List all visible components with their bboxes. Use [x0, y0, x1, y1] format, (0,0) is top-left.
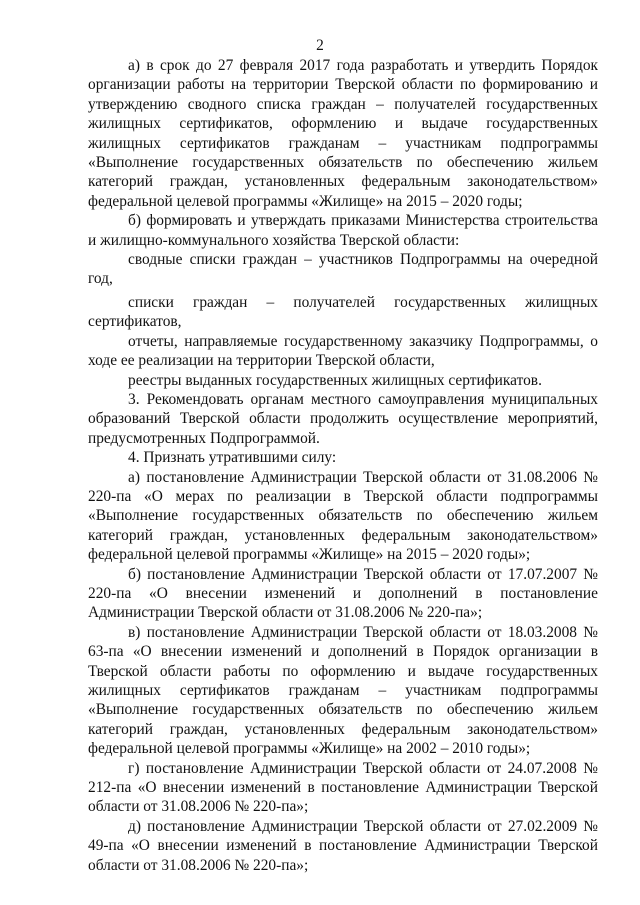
paragraph-4b: б) постановление Администрации Тверской области от 17.07.2007 № 220-па «О внесении изменений и дополнений в постановление Администрации Тверской области от 31.08.2006 № 220-па»;	[88, 565, 598, 622]
paragraph-4a: а) постановление Администрации Тверской области от 31.08.2006 № 220-па «О мерах по реализации в Тверской области подпрограммы «Выполнение государственных обязательств по обеспечению жильем категорий граждан, установленных федеральным законодательством» федеральной целевой программы «Жилище» на 2015 – 2020 годы»;	[88, 468, 598, 564]
paragraph-3a: а) в срок до 27 февраля 2017 года разработать и утвердить Порядок организации работы на территории Тверской области по формированию и утверждению сводного списка граждан – получателей государственных жилищных сертификатов, оформлению и выдаче государственных жилищных сертификатов гражданам – участникам подпрограммы «Выполнение государственных обязательств по обеспечению жильем категорий граждан, установленных федеральным законодательством» федеральной целевой программы «Жилище» на 2015 – 2020 годы;	[88, 57, 598, 210]
paragraph-registries: реестры выданных государственных жилищных сертификатов.	[128, 371, 542, 389]
paragraph-4g: г) постановление Администрации Тверской области от 24.07.2008 № 212-па «О внесении изменений в постановление Администрации Тверской области от 31.08.2006 № 220-па»;	[88, 759, 598, 816]
page-number: 2	[316, 37, 324, 54]
document-body	[88, 56, 598, 875]
paragraph-lists: сводные списки граждан – участников Подпрограммы на очередной год,	[88, 251, 598, 288]
paragraph-4v: в) постановление Администрации Тверской области от 18.03.2008 № 63-па «О внесении изменений и дополнений в Порядок организации в Тверской области работы по оформлению и выдаче государственных жилищных сертификатов гражданам – участникам подпрограммы «Выполнение государственных обязательств по обеспечению жильем категорий граждан, установленных федеральным законодательством» федеральной целевой программы «Жилище» на 2002 – 2010 годы»;	[88, 623, 598, 758]
paragraph-4d: д) постановление Администрации Тверской области от 27.02.2009 № 49-па «О внесении изменений в постановление Администрации Тверской области от 31.08.2006 № 220-па»;	[88, 817, 598, 874]
paragraph-3: 3. Рекомендовать органам местного самоуправления муниципальных образований Тверской области продолжить осуществление мероприятий, предусмотренных Подпрограммой.	[88, 390, 598, 447]
paragraph-4: 4. Признать утратившими силу:	[128, 449, 337, 467]
paragraph-recipients: списки граждан – получателей государственных жилищных сертификатов,	[88, 293, 598, 331]
paragraph-reports: отчеты, направляемые государственному заказчику Подпрограммы, о ходе ее реализации на территории Тверской области,	[88, 332, 598, 370]
paragraph-3b: б) формировать и утверждать приказами Министерства строительства и жилищно-коммунального хозяйства Тверской области:	[88, 212, 598, 249]
